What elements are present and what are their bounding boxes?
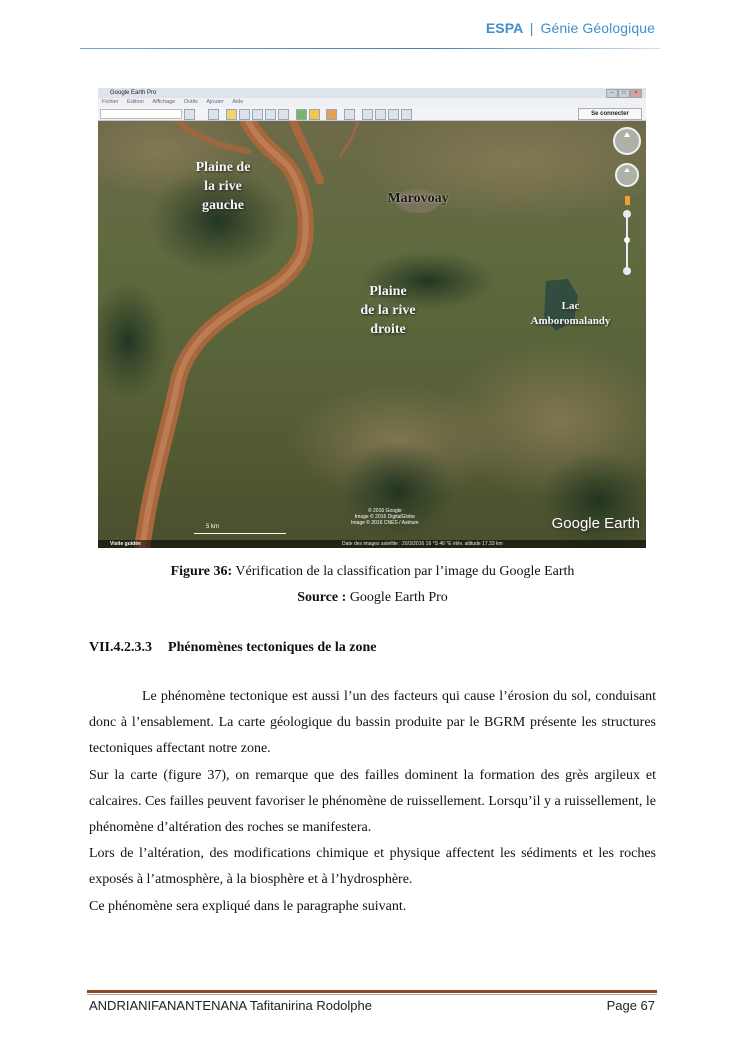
zoom-in-icon	[623, 210, 631, 218]
footer-divider-thin	[87, 994, 657, 995]
footer-divider	[87, 990, 657, 993]
figure-source-text: Google Earth Pro	[346, 590, 448, 605]
menu-aide: Aide	[232, 99, 244, 105]
copyright-line3: Image © 2016 CNES / Astrium	[351, 520, 419, 526]
window-menubar	[98, 98, 646, 107]
figure-caption-label: Figure 36:	[170, 564, 233, 579]
minimize-icon: –	[606, 89, 618, 98]
paragraph-3: Lors de l’altération, des modifications chimique et physique affectent les sédiments et les roches exposés à l’atmosphère, à la biosphère et à l’hydrosphère.	[89, 846, 656, 888]
label-lake-line2: Amboromalandy	[530, 315, 611, 327]
status-bar	[98, 540, 646, 548]
header-divider	[80, 48, 660, 49]
zoom-out-icon	[623, 267, 631, 275]
street-view-pegman-icon	[625, 196, 630, 205]
label-right-bank-line1: Plaine	[369, 284, 407, 299]
navigation-controls	[610, 126, 644, 276]
menu-outils: Outils	[183, 99, 198, 105]
email-icon	[362, 109, 373, 120]
label-lake	[518, 299, 623, 329]
sidebar-icon	[208, 109, 219, 120]
tour-label: Visite guidée	[110, 541, 141, 547]
section-title: Phénomènes tectoniques de la zone	[168, 640, 377, 655]
google-earth-screenshot	[98, 88, 646, 548]
look-joystick-icon	[614, 128, 640, 154]
scale-bar	[206, 524, 219, 530]
vegetation-south	[338, 441, 458, 541]
paragraph-1: Le phénomène tectonique est aussi l’un des facteurs qui cause l’érosion du sol, conduisant donc à l’ensablement. La carte géologique du bassin produite par le BGRM présente les structures tectoniques affectant notre zone.	[89, 689, 656, 757]
overlay-icon	[265, 109, 276, 120]
search-input	[100, 109, 182, 119]
figure-source-label: Source :	[297, 590, 347, 605]
figure-caption	[0, 564, 745, 580]
move-joystick-icon	[616, 164, 638, 186]
copyright-line2: Image © 2016 DigitalGlobe	[354, 514, 415, 520]
paragraph-2: Sur la carte (figure 37), on remarque que des failles dominent la formation des grès argileux et calcaires. Ces failles peuvent favoriser le phénomène de ruissellement. Lorsqu’il y a ruissellement, le phénomène d’altération des roches se manifestera.	[89, 767, 656, 836]
scale-label: 5 km	[206, 524, 220, 530]
imagery-copyright	[351, 508, 419, 526]
figure-caption-text: Vérification de la classification par l’image du Google Earth	[232, 564, 575, 579]
body-text	[89, 684, 656, 920]
save-image-icon	[388, 109, 399, 120]
section-number: VII.4.2.3.3	[89, 640, 153, 655]
scale-line	[194, 533, 286, 534]
header-department: Génie Géologique	[540, 20, 655, 36]
planets-icon	[326, 109, 337, 120]
label-right-bank-line3: droite	[370, 322, 406, 337]
label-left-bank-line3: gauche	[202, 198, 244, 213]
label-left-bank-line2: la rive	[204, 179, 242, 194]
status-info: Date des images satellite : 20/3/2016 16 °S 46 °E élév. altitude 17.33 km	[342, 541, 503, 547]
close-icon: ×	[630, 89, 642, 98]
footer-page-number: Page 67	[606, 998, 655, 1013]
copyright-line1: © 2016 Google	[367, 508, 402, 514]
window-titlebar	[98, 88, 646, 98]
connect-button: Se connecter	[578, 108, 642, 120]
footer-author: ANDRIANIFANANTENANA Tafitanirina Rodolphe	[89, 998, 372, 1013]
google-earth-logo: Google Earth	[551, 515, 640, 532]
label-right-bank-line2: de la rive	[360, 303, 416, 318]
menu-affichage: Affichage	[152, 99, 176, 105]
figure-source	[0, 590, 745, 606]
window-title: Google Earth Pro	[110, 90, 157, 96]
window-toolbar	[98, 107, 646, 121]
label-left-bank	[183, 158, 263, 215]
zoom-handle-icon	[624, 237, 630, 243]
label-left-bank-line1: Plaine de	[195, 160, 251, 175]
menu-ajouter: Ajouter	[206, 99, 224, 105]
menu-fichier: Fichier	[102, 99, 119, 105]
search-icon	[184, 109, 195, 120]
label-right-bank	[343, 282, 433, 339]
section-heading	[89, 640, 376, 656]
sunlight-icon	[309, 109, 320, 120]
label-lake-line1: Lac	[561, 300, 580, 312]
placemark-icon	[226, 109, 237, 120]
page-header	[486, 20, 655, 36]
menu-edition: Édition	[127, 99, 144, 105]
tour-icon	[278, 109, 289, 120]
header-org: ESPA	[485, 20, 523, 36]
polygon-icon	[239, 109, 250, 120]
paragraph-4: Ce phénomène sera expliqué dans le paragraphe suivant.	[89, 898, 407, 914]
ruler-icon	[344, 109, 355, 120]
maps-icon	[401, 109, 412, 120]
header-separator: |	[529, 20, 534, 36]
maximize-icon: □	[618, 89, 630, 98]
path-icon	[252, 109, 263, 120]
label-town: Marovoay	[387, 191, 449, 206]
print-icon	[375, 109, 386, 120]
historical-imagery-icon	[296, 109, 307, 120]
